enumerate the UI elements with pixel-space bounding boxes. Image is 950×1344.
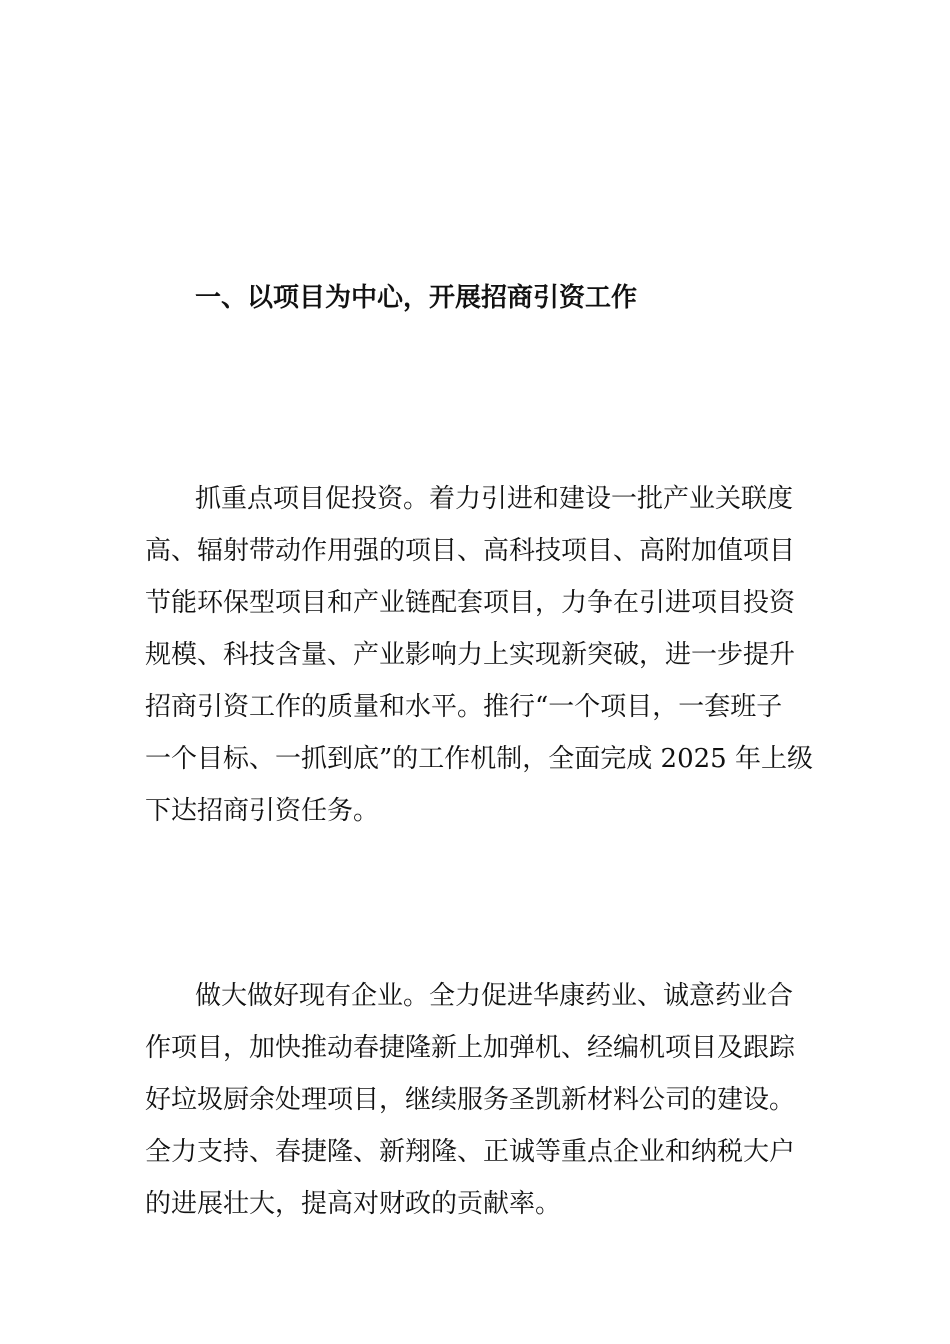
paragraph-line: 好垃圾厨余处理项目，继续服务圣凯新材料公司的建设。 — [145, 1085, 796, 1115]
paragraph-line: 作项目，加快推动春捷隆新上加弹机、经编机项目及跟踪 — [145, 1033, 796, 1063]
paragraph-line: 一个目标、一抓到底”的工作机制，全面完成 2025 年上级 — [145, 744, 813, 774]
paragraph-line: 高、辐射带动作用强的项目、高科技项目、高附加值项目 — [145, 536, 796, 566]
paragraph-line: 全力支持、春捷隆、新翔隆、正诚等重点企业和纳税大户 — [145, 1137, 796, 1167]
paragraph-line: 招商引资工作的质量和水平。推行“一个项目，一套班子 — [145, 692, 783, 722]
paragraph-line: 做大做好现有企业。全力促进华康药业、诚意药业合 — [195, 981, 794, 1011]
paragraph-line: 下达招商引资任务。 — [145, 796, 380, 826]
paragraph-line: 节能环保型项目和产业链配套项目，力争在引进项目投资 — [145, 588, 796, 618]
paragraph-line: 抓重点项目促投资。着力引进和建设一批产业关联度 — [195, 484, 794, 514]
paragraph-line: 规模、科技含量、产业影响力上实现新突破，进一步提升 — [145, 640, 796, 670]
paragraph-line: 的进展壮大，提高对财政的贡献率。 — [145, 1189, 562, 1219]
paragraph-key-projects — [145, 473, 815, 837]
paragraph-existing-enterprises — [145, 970, 815, 1230]
section-heading: 一、以项目为中心，开展招商引资工作 — [195, 283, 638, 313]
